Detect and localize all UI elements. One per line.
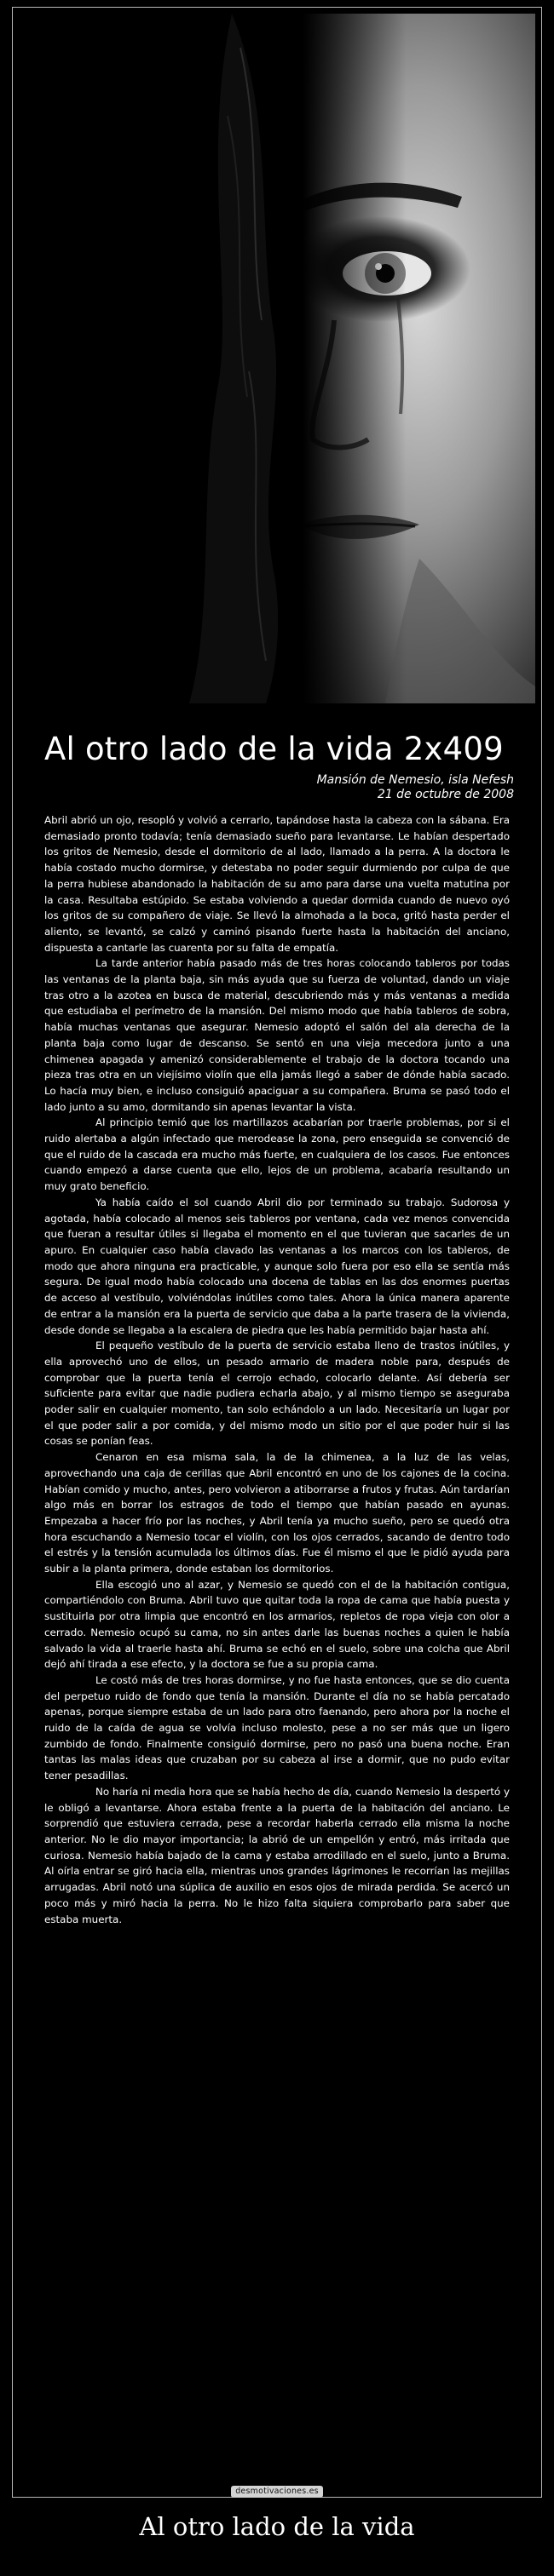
poster-location: Mansión de Nemesio, isla Nefesh — [316, 773, 514, 787]
story-paragraph: La tarde anterior había pasado más de tres horas colocando tableros por todas las ventanas de la planta baja, sin más ayuda que su fuerza de voluntad, dando un viaje tras otro a la azotea en busca de material, descubriendo más y más ventanas a medida que estudiaba el perímetro de la mansión. Del mismo modo que había tableros de sobra, había muchas ventanas que asegurar. Nemesio adoptó el salón del ala derecha de la planta baja como lugar de descanso. Se sentó en una vieja mecedora junto a una chimenea apagada y amenizó considerablemente el trabajo de la doctora tocando una pieza tras otra en un viejísimo violín que ella jamás llegó a saber de dónde había sacado. Lo hacía muy bien, e incluso consiguió apaciguar a su compañera. Bruma se pasó todo el lado junto a su amo, dormitando sin apenas levantar la vista. — [44, 957, 510, 1113]
story-paragraph: Le costó más de tres horas dormirse, y no fue hasta entonces, que se dio cuenta del perpetuo ruido de fondo que tenía la mansión. Durante el día no se había percatado apenas, porque siempre estaba de un lado para otro faenando, pero ahora por la noche el ruido de la caída de agua se volvía incluso molesto, pese a no ser más que un ligero zumbido de fondo. Finalmente consiguió dormirse, pero no pasó una buena noche. Eran tantas las malas ideas que cruzaban por su cabeza al irse a dormir, que no pudo evitar tener pesadillas. — [44, 1673, 510, 1782]
story-paragraph: El pequeño vestíbulo de la puerta de servicio estaba lleno de trastos inútiles, y ella aprovechó uno de ellos, un pesado armario de madera noble para, después de comprobar que la puerta tenía el cerrojo echado, colocarlo delante. Así debería ser suficiente para evitar que nadie pudiera echarla abajo, y al mismo tiempo se aseguraba poder salir en cualquier momento, tan solo echándolo a un lado. Necesitaría un lugar por el que poder salir a por comida, y del mismo modo un sitio por el que poder huir si las cosas se ponían feas. — [44, 1340, 510, 1448]
site-watermark: desmotivaciones.es — [231, 2486, 323, 2498]
story-paragraph: Ya había caído el sol cuando Abril dio por terminado su trabajo. Sudorosa y agotada, había colocado al menos seis tableros por ventana, cada vez menos convencida que fueran a resultar útiles si llegaba el momento en el que tuvieran que sacarles de un apuro. En cualquier caso había clavado las ventanas a los marcos con los tableros, de modo que ahora ninguna era practicable, y aunque solo fuera por eso ella se sentía más segura. De igual modo había colocado una docena de tablas en las dos enormes puertas de acceso al vestíbulo, volviéndolas inútiles como tales. Ahora la única manera aparente de entrar a la mansión era la puerta de servicio que daba a la parte trasera de la vivienda, desde donde se llegaba a la escalera de piedra que les había permitido bajar hasta ahí. — [44, 1196, 510, 1336]
story-paragraph: No haría ni media hora que se había hecho de día, cuando Nemesio la despertó y le obligó a levantarse. Ahora estaba frente a la puerta de la habitación del anciano. Le sorprendió que estuviera cerrada, pese a recordar haberla cerrado ella misma la noche anterior. No le dio mayor importancia; la abrió de un empellón y entró, más irritada que curiosa. Nemesio había bajado de la cama y estaba arrodillado en el suelo, junto a Bruma. Al oírla entrar se giró hacia ella, mientras unos grandes lágrimones le recorrían las mejillas arrugadas. Abril notó una súplica de auxilio en esos ojos de mirada perdida. Se acercó un poco más y miró hacia la perra. No le hizo falta siquiera comprobarlo para saber que estaba muerta. — [44, 1785, 510, 1925]
poster-title: Al otro lado de la vida 2x409 — [44, 731, 504, 767]
half-face-portrait-image — [19, 14, 535, 703]
story-text — [44, 812, 510, 2475]
story-paragraph: Cenaron en esa misma sala, la de la chimenea, a la luz de las velas, aprovechando una caja de cerillas que Abril encontró en uno de los cajones de la cocina. Habían comido y mucho, antes, pero volvieron a atiborrarse a frutos y frutas. Aún tardarían algo más en borrar los estragos de todo el tiempo que habían pasado en ayunas. Empezaba a hacer frío por las noches, y Abril tenía ya mucho sueño, pero se quedó otra hora escuchando a Nemesio tocar el violín, con los ojos cerrados, sacando de dentro todo el estrés y la tensión acumulada los últimos días. Fue él mismo el que le pidió ayuda para subir a la planta primera, donde estaban los dormitorios. — [44, 1451, 510, 1575]
portrait-photo — [19, 14, 535, 703]
poster-date: 21 de octubre de 2008 — [377, 788, 514, 801]
story-paragraph: Abril abrió un ojo, resopló y volvió a cerrarlo, tapándose hasta la cabeza con la sábana. Era demasiado pronto todavía; tenía demasiado sueño para levantarse. Le habían despertado los gritos de Nemesio, desde el dormitorio de al lado, llamado a la perra. A la doctora le había costado mucho dormirse, y detestaba no poder seguir durmiendo por culpa de que la perra hubiese abandonado la habitación de su amo para darse una vuelta matutina por la casa. Resultaba estúpido. Se estaba volviendo a quedar dormida cuando de nuevo oyó los gritos de su compañero de viaje. Se llevó la almohada a la boca, gritó hasta perder el aliento, se levantó, se calzó y caminó pisando fuerte hasta la habitación del anciano, dispuesta a cantarle las cuarenta por su falta de empatía. — [44, 814, 510, 954]
story-paragraph: Ella escogió uno al azar, y Nemesio se quedó con el de la habitación contigua, compartiéndolo con Bruma. Abril tuvo que quitar toda la ropa de cama que había puesta y sustituirla por otra limpia que encontró en los armarios, repletos de ropa vieja con olor a cerrado. Nemesio ocupó su cama, no sin antes darle las buenas noches a quien le había salvado la vida al traerle hasta ahí. Bruma se echó en el suelo, sobre una colcha que Abril dejó ahí tirada a ese efecto, y la doctora se fue a su propia cama. — [44, 1578, 510, 1671]
poster-caption: Al otro lado de la vida — [139, 2512, 415, 2541]
story-paragraph: Al principio temió que los martillazos acabarían por traerle problemas, por si el ruido alertaba a algún infectado que merodease la zona, pero enseguida se convenció de que el ruido de la cascada era mucho más fuerte, en cualquiera de los casos. Fue entonces cuando empezó a darse cuenta que ello, lejos de un problema, acabaría resultando un muy grato beneficio. — [44, 1116, 510, 1193]
